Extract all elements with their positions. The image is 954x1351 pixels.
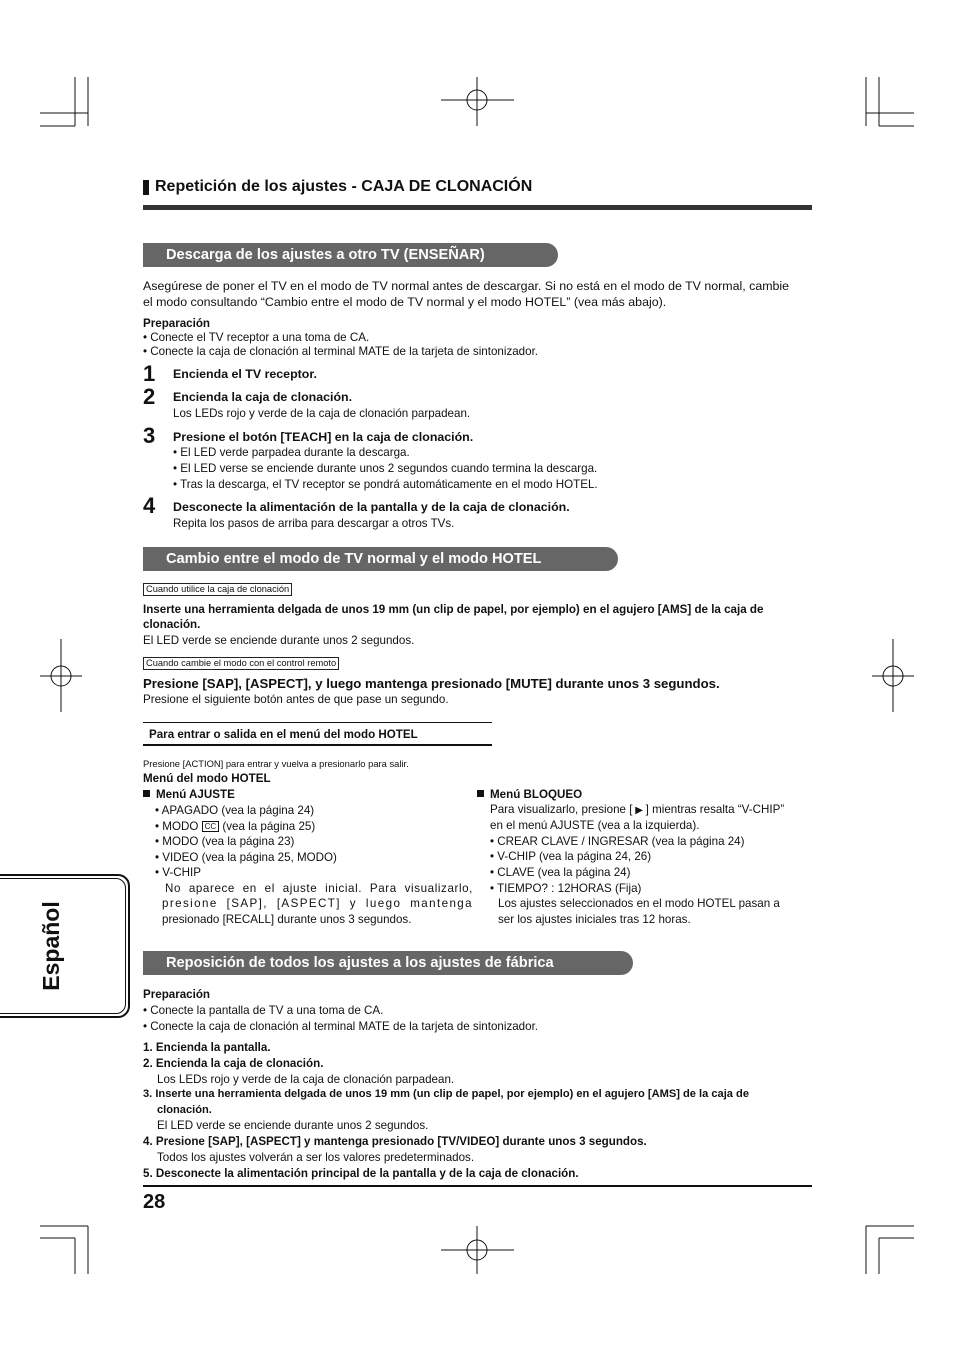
step-number: 4	[143, 493, 156, 518]
bloqueo-desc-line1	[490, 802, 784, 818]
s3-step: 5. Desconecte la alimentación principal de la pantalla y de la caja de clonación.	[143, 1167, 579, 1180]
s2-instruction-line1: Inserte una herramienta delgada de unos 19 mm (un clip de papel, por ejemplo) en el agujero [AMS] de la caja de	[143, 603, 764, 616]
s3-prep-item: • Conecte la pantalla de TV a una toma de CA.	[143, 1004, 384, 1017]
subheading-rule-bottom	[143, 744, 492, 746]
step-number: 3	[143, 423, 156, 448]
subheading-rule-top	[143, 722, 492, 723]
vchip-note-line3: presionado [RECALL] durante unos 3 segundos.	[162, 913, 412, 926]
step-title: Desconecte la alimentación de la pantalla y de la caja de clonación.	[173, 500, 570, 514]
vchip-note-line2: presione [SAP], [ASPECT] y luego mantenga	[162, 897, 473, 910]
bloqueo-item: • CREAR CLAVE / INGRESAR (vea la página 24)	[490, 835, 745, 848]
bloqueo-desc-end: ] mientras resalta “V-CHIP”	[645, 803, 785, 816]
s1-prep-item: • Conecte la caja de clonación al terminal MATE de la tarjeta de sintonizador.	[143, 345, 539, 358]
bloqueo-item: • CLAVE (vea la página 24)	[490, 866, 631, 879]
s3-prep-label: Preparación	[143, 988, 211, 1001]
bloqueo-desc-line2: en el menú AJUSTE (vea a la izquierda).	[490, 819, 700, 832]
header-rule	[143, 205, 812, 210]
s1-intro-line2: el modo consultando “Cambio entre el modo de TV normal y el modo HOTEL” (vea más abajo).	[143, 295, 667, 309]
s2-instruction-line2: clonación.	[143, 618, 201, 631]
square-bullet-icon	[477, 790, 484, 797]
bloqueo-tail-line1: Los ajustes seleccionados en el modo HOTEL pasan a	[498, 897, 780, 910]
hotel-menu-note: Presione [ACTION] para entrar y vuelva a presionarlo para salir.	[143, 758, 409, 769]
bloqueo-item: • V-CHIP (vea la página 24, 26)	[490, 850, 652, 863]
step-title: Encienda la caja de clonación.	[173, 390, 353, 404]
step-bullet: • El LED verse se enciende durante unos 2 segundos cuando termina la descarga.	[173, 462, 598, 475]
step-note: Repita los pasos de arriba para descargar a otros TVs.	[173, 517, 455, 530]
s3-step: 2. Encienda la caja de clonación.	[143, 1057, 324, 1070]
menu-ajuste-title	[143, 787, 235, 802]
ajuste-item: • V-CHIP	[155, 866, 201, 879]
menu-bloqueo-title	[477, 787, 582, 802]
s3-prep-item: • Conecte la caja de clonación al terminal MATE de la tarjeta de sintonizador.	[143, 1020, 539, 1033]
step-title: Presione el botón [TEACH] en la caja de clonación.	[173, 430, 474, 444]
s2-remote-instruction: Presione [SAP], [ASPECT], y luego mantenga presionado [MUTE] durante unos 3 segundos.	[143, 676, 720, 691]
s3-step-note: Todos los ajustes volverán a ser los valores predeterminados.	[157, 1151, 475, 1164]
ajuste-item-label: • MODO	[155, 820, 199, 833]
hotel-menu-label: Menú del modo HOTEL	[143, 772, 271, 785]
section-title-hotel-mode: Cambio entre el modo de TV normal y el modo HOTEL	[143, 547, 618, 571]
footer-rule	[143, 1185, 812, 1187]
language-tab-label: Español	[38, 901, 64, 991]
menu-ajuste-label: Menú AJUSTE	[156, 788, 235, 801]
s3-step-cont: clonación.	[157, 1104, 212, 1116]
menu-bloqueo-label: Menú BLOQUEO	[490, 788, 583, 801]
s3-step-note: Los LEDs rojo y verde de la caja de clonación parpadean.	[157, 1073, 455, 1086]
bloqueo-desc-start: Para visualizarlo, presione [	[490, 803, 633, 816]
vchip-note-line1: No aparece en el ajuste inicial. Para visualizarlo,	[165, 882, 473, 895]
step-bullet: • El LED verde parpadea durante la descarga.	[173, 446, 410, 459]
ajuste-item-modo-cc	[155, 819, 315, 834]
s1-prep-item: • Conecte el TV receptor a una toma de CA.	[143, 331, 370, 344]
header-marker	[143, 180, 149, 195]
s3-step: 4. Presione [SAP], [ASPECT] y mantenga presionado [TV/VIDEO] durante unos 3 segundos.	[143, 1135, 647, 1148]
page-number: 28	[143, 1191, 166, 1213]
s2-remote-note: Presione el siguiente botón antes de que pase un segundo.	[143, 693, 449, 706]
s3-step: 1. Encienda la pantalla.	[143, 1041, 271, 1054]
hotel-menu-subheading: Para entrar o salida en el menú del modo HOTEL	[149, 728, 418, 741]
context-tag-clone-box: Cuando utilice la caja de clonación	[143, 583, 292, 596]
bloqueo-item: • TIEMPO? : 12HORAS (Fija)	[490, 882, 642, 895]
cc-icon: CC	[202, 821, 220, 832]
section-title-factory-reset: Reposición de todos los ajustes a los ajustes de fábrica	[143, 951, 633, 975]
step-note: Los LEDs rojo y verde de la caja de clonación parpadean.	[173, 407, 471, 420]
square-bullet-icon	[143, 790, 150, 797]
ajuste-item-ref: (vea la página 25)	[222, 820, 316, 833]
section-title-download: Descarga de los ajustes a otro TV (ENSEÑAR)	[143, 243, 558, 267]
s1-prep-label: Preparación	[143, 317, 211, 330]
bloqueo-tail-line2: ser los ajustes iniciales tras 12 horas.	[498, 913, 691, 926]
step-number: 1	[143, 361, 156, 386]
play-arrow-icon: ▶	[632, 805, 646, 816]
ajuste-item: • MODO (vea la página 23)	[155, 835, 295, 848]
ajuste-item: • VIDEO (vea la página 25, MODO)	[155, 851, 337, 864]
step-bullet: • Tras la descarga, el TV receptor se pondrá automáticamente en el modo HOTEL.	[173, 478, 598, 491]
s3-step: 3. Inserte una herramienta delgada de unos 19 mm (un clip de papel, por ejemplo) en el agujero [AMS] de la caja de	[143, 1088, 749, 1100]
step-number: 2	[143, 384, 156, 409]
ajuste-item: • APAGADO (vea la página 24)	[155, 804, 315, 817]
context-tag-remote: Cuando cambie el modo con el control remoto	[143, 657, 339, 670]
page-heading: Repetición de los ajustes - CAJA DE CLONACIÓN	[155, 178, 533, 195]
step-title: Encienda el TV receptor.	[173, 367, 317, 381]
s1-intro-line1: Asegúrese de poner el TV en el modo de TV normal antes de descargar. Si no está en el modo de TV normal, cambie	[143, 279, 790, 293]
s3-step-note: El LED verde se enciende durante unos 2 segundos.	[157, 1119, 429, 1132]
s2-note: El LED verde se enciende durante unos 2 segundos.	[143, 634, 415, 647]
